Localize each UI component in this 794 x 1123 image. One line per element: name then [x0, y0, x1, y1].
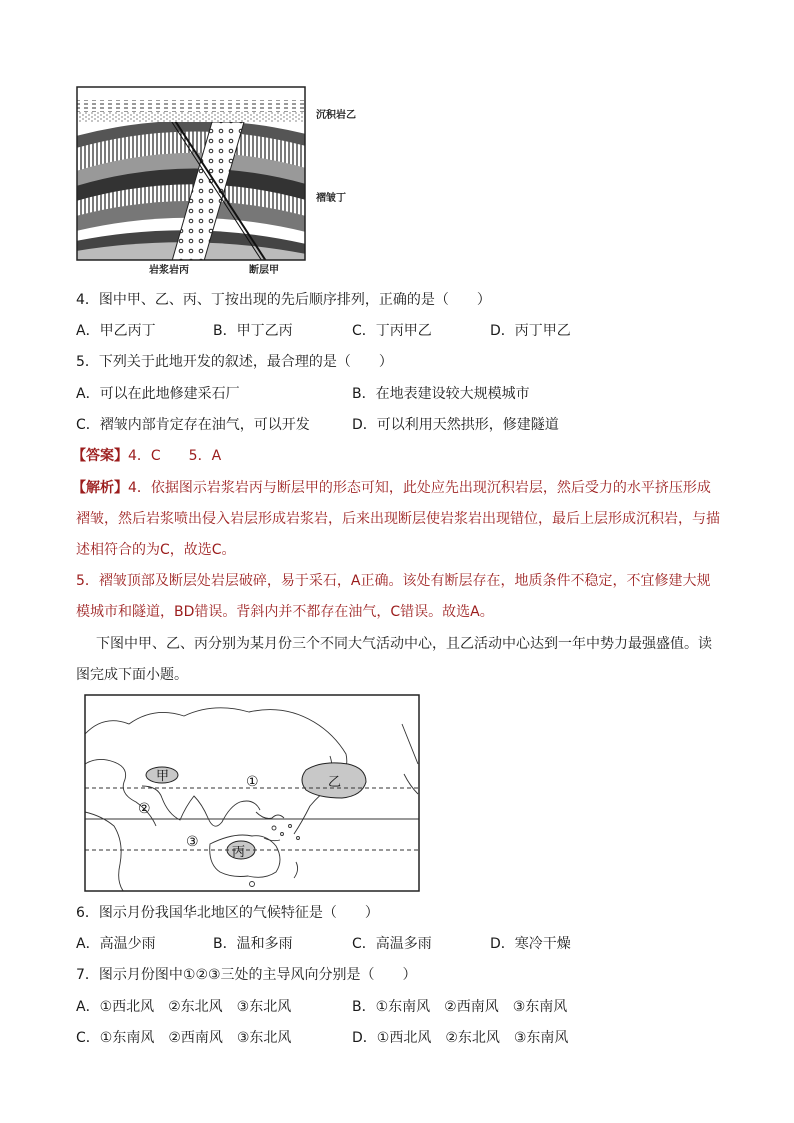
answer-line [72, 447, 221, 465]
intro-line-1: 下图中甲、乙、丙分别为某月份三个不同大气活动中心，且乙活动中心达到一年中势力最强盛值。读 [96, 636, 712, 652]
marker-2: ② [138, 801, 151, 817]
q7-option-c: C．①东南风 ②西南风 ③东北风 [76, 1030, 292, 1046]
q6-option-b: B．温和多雨 [213, 936, 293, 952]
answer-text: 4．C 5．A [128, 448, 222, 464]
marker-1: ① [246, 774, 259, 790]
q6-option-a: A．高温少雨 [76, 936, 156, 952]
q5-option-b: B．在地表建设较大规模城市 [352, 386, 530, 402]
q7-option-b: B．①东南风 ②西南风 ③东南风 [352, 999, 568, 1015]
q7-option-a: A．①西北风 ②东北风 ③东北风 [76, 999, 292, 1015]
analysis-line-4: 5．褶皱顶部及断层处岩层破碎，易于采石，A正确。该处有断层存在，地质条件不稳定，不宜修建大规 [76, 573, 711, 589]
q4-option-c: C．丁丙甲乙 [352, 323, 432, 339]
analysis-line-1 [72, 479, 711, 497]
q7-option-d: D．①西北风 ②东北风 ③东南风 [352, 1030, 569, 1046]
q5-option-a: A．可以在此地修建采石厂 [76, 386, 240, 402]
q6-option-c: C．高温多雨 [352, 936, 432, 952]
analysis-line-3: 述相符合的为C，故选C。 [76, 542, 236, 558]
pressure-map-figure [84, 694, 420, 892]
q4-stem: 4．图中甲、乙、丙、丁按出现的先后顺序排列，正确的是（ ） [76, 292, 491, 308]
analysis-text-1: 4．依据图示岩浆岩丙与断层甲的形态可知，此处应先出现沉积岩层，然后受力的水平挤压形成 [128, 480, 711, 496]
q5-stem: 5．下列关于此地开发的叙述，最合理的是（ ） [76, 354, 393, 370]
q7-stem: 7．图示月份图中①②③三处的主导风向分别是（ ） [76, 967, 417, 983]
geology-cross-section [76, 86, 366, 276]
label-yi: 乙 [328, 775, 342, 790]
label-sedimentary: 沉积岩乙 [316, 110, 356, 121]
analysis-line-5: 模城市和隧道，BD错误。背斜内并不都存在油气，C错误。故选A。 [76, 604, 494, 620]
q4-option-a: A．甲乙丙丁 [76, 323, 156, 339]
label-fault: 断层甲 [249, 265, 279, 276]
analysis-tag: 【解析】 [72, 480, 128, 496]
q5-option-d: D．可以利用天然拱形，修建隧道 [352, 417, 559, 433]
label-magma: 岩浆岩丙 [149, 265, 189, 276]
marker-3: ③ [186, 834, 199, 850]
label-fold: 褶皱丁 [316, 193, 346, 204]
q4-option-b: B．甲丁乙丙 [213, 323, 293, 339]
q4-option-d: D．丙丁甲乙 [490, 323, 571, 339]
answer-tag: 【答案】 [72, 448, 128, 464]
q6-option-d: D．寒冷干燥 [490, 936, 571, 952]
pressure-map [84, 694, 420, 892]
geology-figure [76, 86, 366, 276]
q5-option-c: C．褶皱内部肯定存在油气，可以开发 [76, 417, 310, 433]
label-bing: 丙 [232, 845, 246, 860]
label-jia: 甲 [156, 769, 170, 784]
q6-stem: 6．图示月份我国华北地区的气候特征是（ ） [76, 905, 379, 921]
analysis-line-2: 褶皱，然后岩浆喷出侵入岩层形成岩浆岩，后来出现断层使岩浆岩出现错位，最后上层形成沉积岩，与描 [76, 511, 720, 527]
intro-line-2: 图完成下面小题。 [76, 667, 188, 683]
